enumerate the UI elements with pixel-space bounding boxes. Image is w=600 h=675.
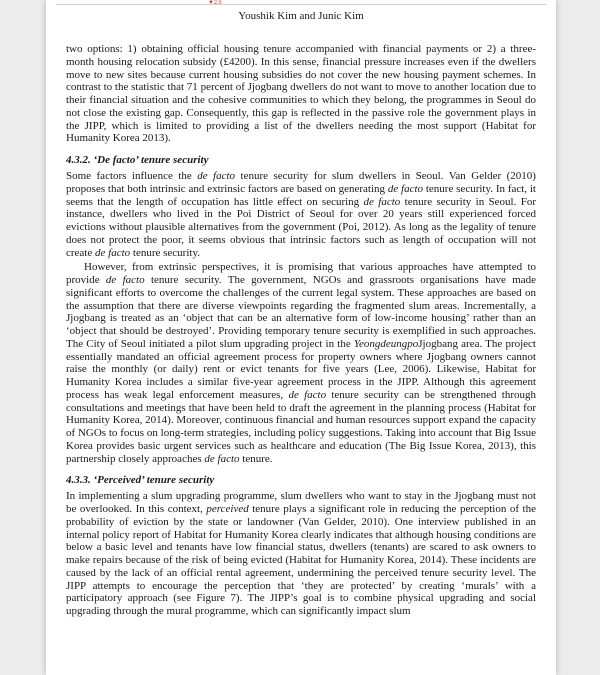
paragraph: In implementing a slum upgrading programme, slum dwellers who want to stay in the Jjogbang must not be overlooked. In this context, perceived tenure plays a significant role in reducing the perception of the probability of eviction by the state or landowner (Van Gelder, 2010). One interview published in an internal policy report of Habitat for Humanity Korea clearly indicates that although housing conditions are below a basic level and tenants have low financial status, dwellers (tenants) are scared to ask owners to make repairs because of the risk of being evicted (Habitat for Humanity Korea, 2014). These incidents are caused by the lack of an official rental agreement, undermining the perceived tenure security level. The JIPP attempts to encourage the perception that ‘they are protected’ by creating ‘murals’ with a participatory approach (see Figure 7). The JIPP’s goal is to combine physical upgrading and social upgrading through the mural programme, which can significantly impact slum bbox=[66, 490, 536, 617]
paragraph: However, from extrinsic perspectives, it is promising that various approaches have attempted to provide de facto tenure security. The government, NGOs and grassroots organisations have made significant efforts to overcome the challenges of the current legal system. These approaches are based on the assumption that there are diverse viewpoints regarding the fragmented slum areas. Incrementally, a Jjogbang is treated as an ‘object that can be an alternative form of low-income housing’ rather than an ‘object that should be destroyed’. Providing temporary tenure security is exemplified in such approaches. The City of Seoul initiated a pilot slum upgrading project in the YeongdeungpoJjogbang area. The project essentially mandated an official agreement process for property owners where Jjogbang owners cannot raise the monthly (or daily) rent or evict tenants for five years (Lee, 2006). Likewise, Habitat for Humanity Korea includes a similar five-year agreement process in the JIPP. Although this agreement process has weak legal enforcement measures, de facto tenure security can be strengthened through consultations and meetings that have been held to draft the agreement in the planning process (Habitat for Humanity Korea, 2014). Moreover, continuous financial and human resources support expand the capacity of NGOs to focus on long-term strategies, including policy suggestions. Taking into account that Big Issue Korea provides basic urgent services such as healthcare and education (The Big Issue Korea, 2013), this partnership closely approaches de facto tenure. bbox=[66, 261, 536, 465]
section-heading: 4.3.2. ‘De facto’ tenure security bbox=[66, 154, 209, 166]
paragraph: two options: 1) obtaining official housing tenure accompanied with financial payments or 2) a three-month housing relocation subsidy (£4200). In this sense, financial pressure increases even if the dwellers move to new sites because current housing subsidies do not cover the new housing payment schemes. In contrast to the statistic that 71 percent of Jjogbang dwellers do not want to move to another location due to their financial situation and the cohesive communities to which they belong, the programmes in Seoul do not close the existing gap. Consequently, this gap is reflected in the passive role the government plays in the JIPP, which is limited to providing a list of the dwellers needing the most support (Habitat for Humanity Korea 2013). bbox=[66, 43, 536, 145]
paragraph: Some factors influence the de facto tenure security for slum dwellers in Seoul. Van Gelder (2010) proposes that both intrinsic and extrinsic factors are based on generating de facto tenure security. In fact, it seems that the length of occupation has little effect on securing de facto tenure security in Seoul. For instance, dwellers who lived in the Poi District of Seoul for over 20 years still experienced forced evictions without plausible alternatives from the government (Poi, 2012). As long as the legality of tenure does not protect the poor, it seems obvious that intrinsic factors such as length of occupation will not create de facto tenure security. bbox=[66, 170, 536, 259]
section-heading: 4.3.3. ‘Perceived’ tenure security bbox=[66, 474, 215, 487]
running-header: Youshik Kim and Junic Kim bbox=[238, 10, 364, 22]
body-text bbox=[66, 43, 536, 618]
previous-figure-edge bbox=[56, 0, 546, 5]
document-page bbox=[46, 0, 556, 675]
figure-axis-mark: ▼2.0 bbox=[208, 0, 222, 6]
